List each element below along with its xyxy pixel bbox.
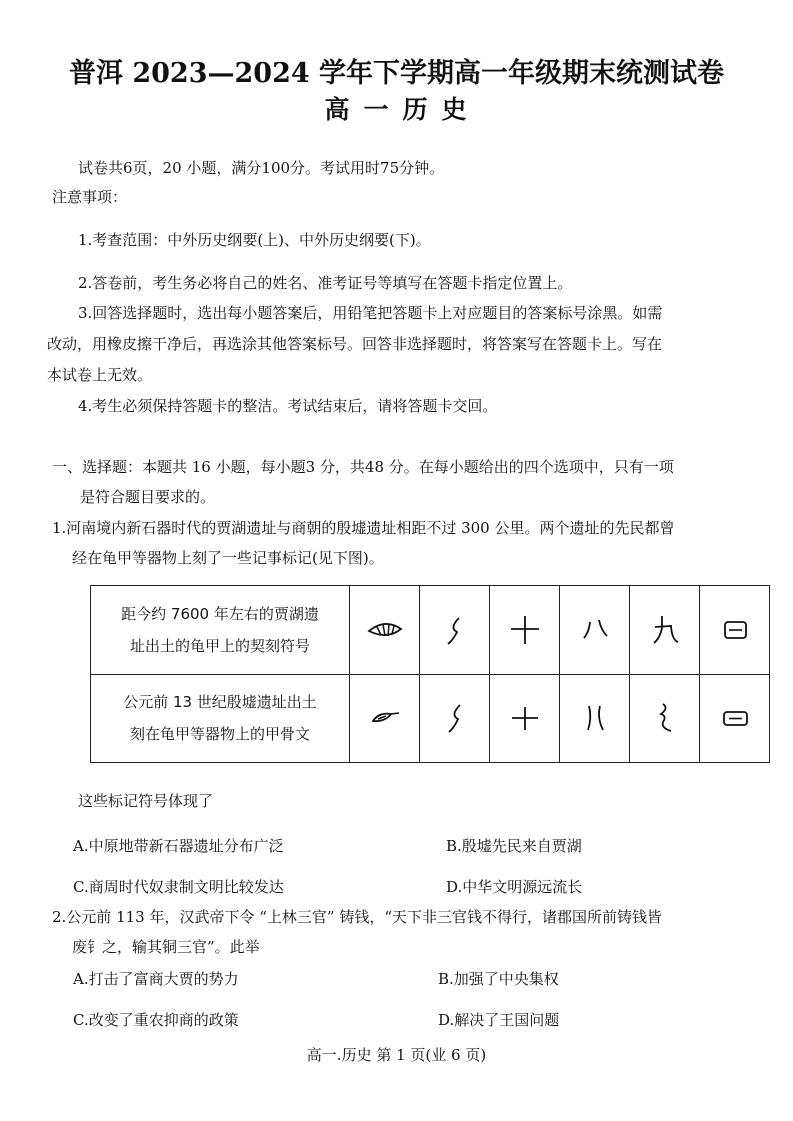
q1-option-a: A.中原地带新石器遗址分布广泛	[73, 837, 284, 855]
eight-symbol-icon	[560, 586, 630, 675]
notice-item-1: 1.考查范围：中外历史纲要(上)、中外历史纲要(下)。	[78, 231, 431, 249]
sun-oracle-icon	[700, 674, 770, 763]
row-label-yinxu	[91, 674, 350, 763]
cross-symbol-icon	[490, 586, 560, 675]
cross-oracle-icon	[490, 674, 560, 763]
notice-item-2: 2.答卷前，考生务必将自己的姓名、准考证号等填写在答题卡指定位置上。	[78, 274, 573, 292]
table-row-jiahu	[91, 586, 770, 675]
intro-text: 试卷共6页，20 小题，满分100分。考试用时75分钟。	[78, 159, 445, 177]
notice-item-3-end: 本试卷上无效。	[47, 366, 153, 384]
q2-option-a: A.打击了富商大贾的势力	[73, 970, 239, 988]
eye-oracle-icon	[350, 674, 420, 763]
sun-symbol-icon	[700, 586, 770, 675]
notice-item-3: 3.回答选择题时，选出每小题答案后，用铅笔把答题卡上对应题目的答案标号涂黑。如需	[78, 304, 663, 322]
section-heading-cont: 是符合题目要求的。	[80, 488, 216, 506]
row-label-yinxu-line2: 刻在龟甲等器物上的甲骨文	[129, 725, 310, 744]
glyph-comparison-table	[90, 585, 770, 763]
row-label-jiahu-line2: 址出土的龟甲上的契刻符号	[129, 636, 310, 655]
table-row-yinxu	[91, 674, 770, 763]
notice-heading: 注意事项：	[52, 188, 128, 206]
q1-option-b: B.殷墟先民来自贾湖	[446, 837, 582, 855]
exam-title: 普洱 2023—2024 学年下学期高一年级期末统测试卷	[68, 58, 725, 89]
q2-stem-cont: 废钅之，输其铜三官”。此举	[72, 938, 260, 956]
q1-prompt: 这些标记符号体现了	[78, 792, 214, 810]
hook-oracle-icon	[420, 674, 490, 763]
notice-item-3-cont: 改动，用橡皮擦干净后，再选涂其他答案标号。回答非选择题时，将答案写在答题卡上。写在	[47, 335, 663, 353]
nine-symbol-icon	[630, 586, 700, 675]
row-label-jiahu-line1: 距今约 7600 年左右的贾湖遗	[121, 604, 319, 623]
q1-stem-cont: 经在龟甲等器物上刻了一些记事标记(见下图)。	[72, 549, 384, 567]
nine-oracle-icon	[630, 674, 700, 763]
hook-symbol-icon	[420, 586, 490, 675]
q2-option-b: B.加强了中央集权	[438, 970, 559, 988]
q1-option-d: D.中华文明源远流长	[446, 878, 583, 896]
q1-option-c: C.商周时代奴隶制文明比较发达	[73, 878, 284, 896]
eight-oracle-icon	[560, 674, 630, 763]
notice-item-4: 4.考生必须保持答题卡的整洁。考试结束后，请将答题卡交回。	[78, 397, 498, 415]
q2-option-d: D.解决了王国问题	[438, 1011, 560, 1029]
page-footer: 高一.历史 第 1 页(业 6 页)	[306, 1046, 487, 1064]
row-label-jiahu	[91, 586, 350, 675]
q1-stem: 1.河南境内新石器时代的贾湖遗址与商朝的殷墟遗址相距不过 300 公里。两个遗址的先民都曾	[52, 519, 675, 537]
eye-symbol-icon	[350, 586, 420, 675]
q2-option-c: C.改变了重农抑商的政策	[73, 1011, 239, 1029]
section-heading: 一、选择题：本题共 16 小题，每小题3 分，共48 分。在每小题给出的四个选项中，只有一项	[52, 458, 674, 476]
exam-subtitle: 高一历史	[324, 95, 481, 124]
q2-stem: 2.公元前 113 年，汉武帝下令 “上林三官” 铸钱，“天下非三官钱不得行，诸郡国所前铸钱皆	[52, 908, 663, 926]
row-label-yinxu-line1: 公元前 13 世纪殷墟遗址出土	[123, 693, 317, 712]
